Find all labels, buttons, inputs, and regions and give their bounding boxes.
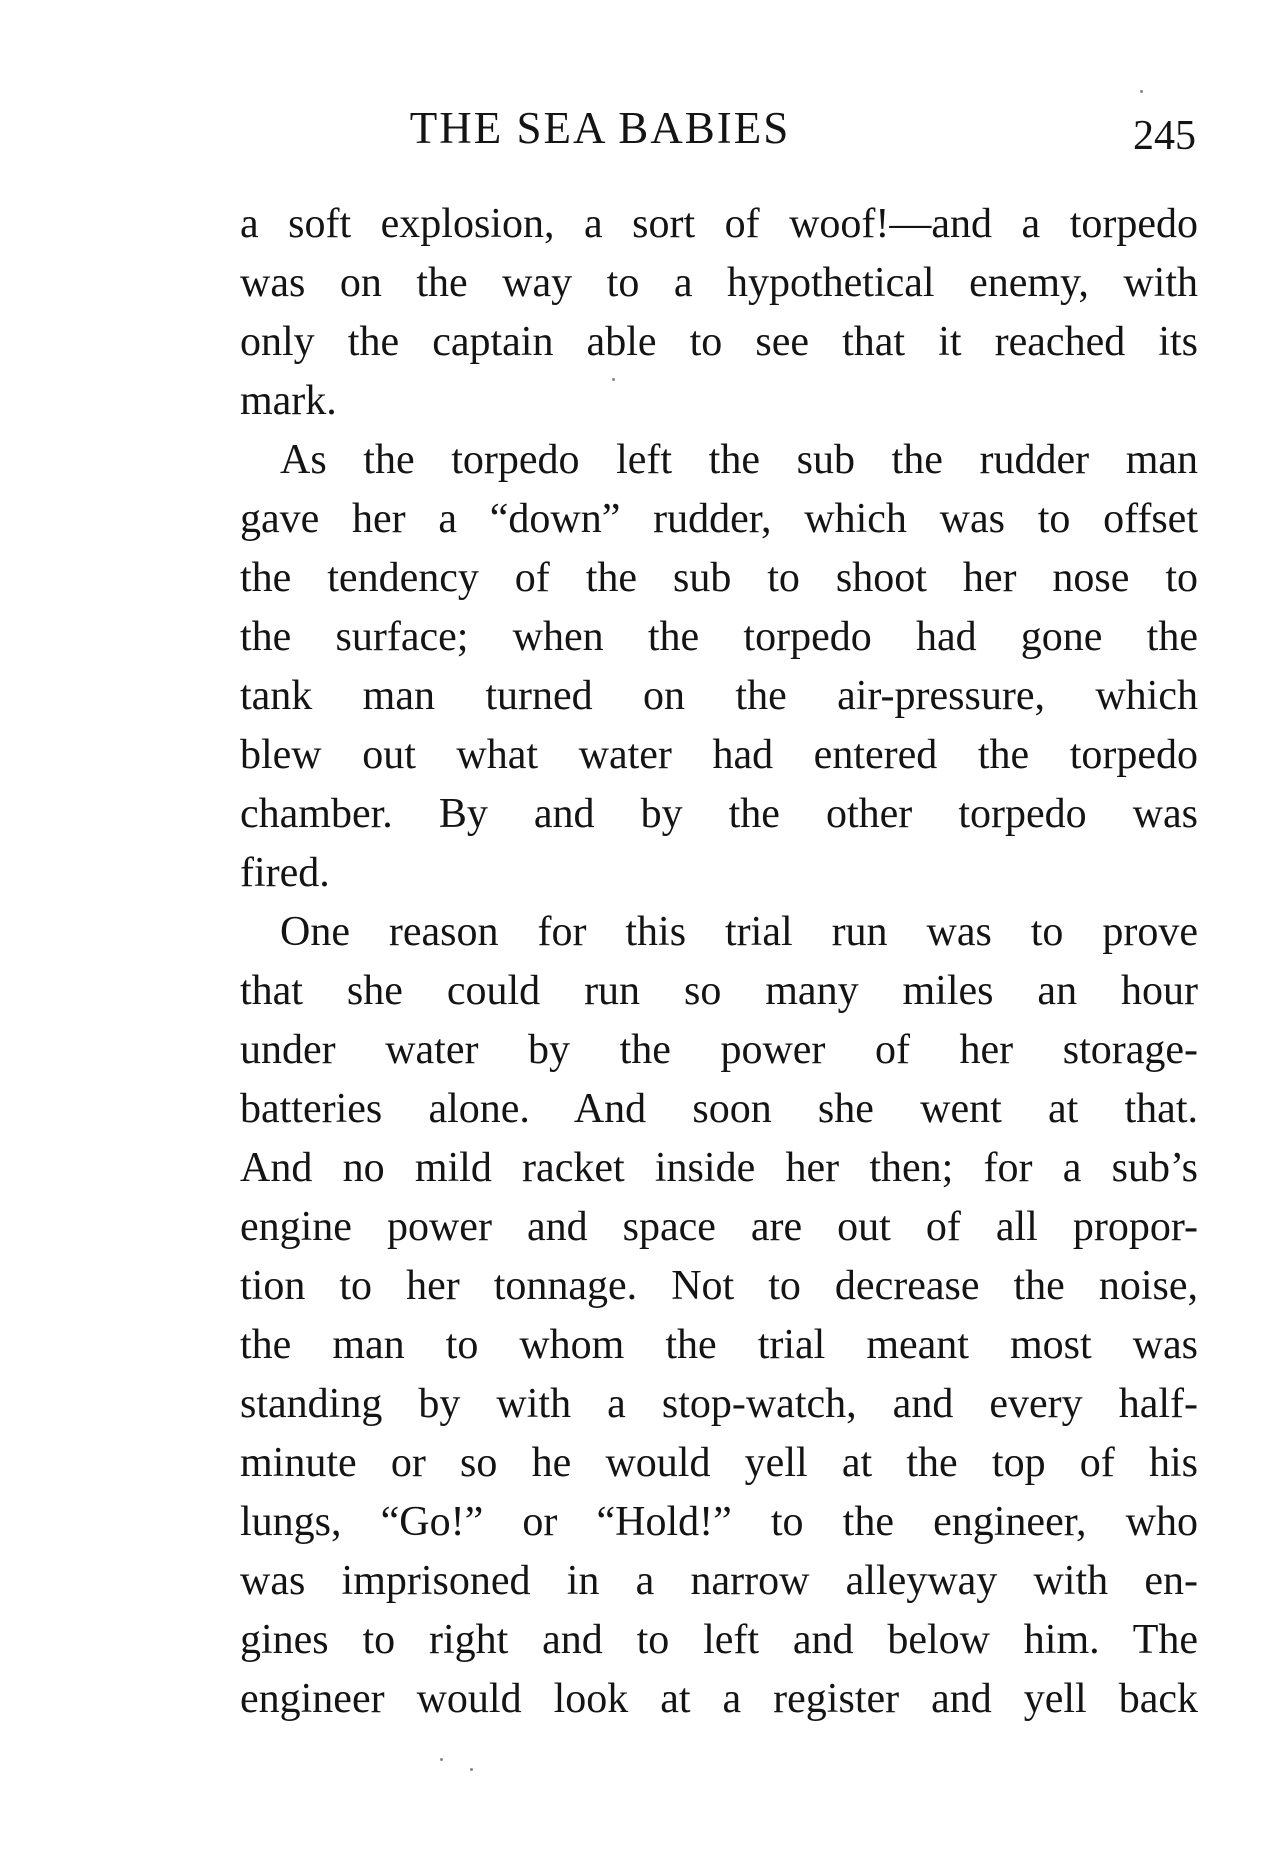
scan-speck (440, 1758, 443, 1761)
text-line: minute or so he would yell at the top of his (240, 1440, 1198, 1486)
text-line: under water by the power of her storage- (240, 1027, 1198, 1073)
text-line: tion to her tonnage. Not to decrease the noise, (240, 1263, 1198, 1309)
scan-speck (1140, 90, 1143, 93)
text-line: gave her a “down” rudder, which was to offset (240, 496, 1198, 542)
text-line: fired. (240, 850, 330, 896)
text-line: engine power and space are out of all propor- (240, 1204, 1198, 1250)
text-line: that she could run so many miles an hour (240, 968, 1198, 1014)
text-line: batteries alone. And soon she went at that. (240, 1086, 1198, 1132)
text-line: And no mild racket inside her then; for a sub’s (240, 1145, 1198, 1191)
text-line: One reason for this trial run was to prove (280, 909, 1198, 955)
running-title: THE SEA BABIES (409, 103, 791, 153)
scan-speck (612, 378, 615, 381)
text-line: the tendency of the sub to shoot her nose to (240, 555, 1198, 601)
text-line: was imprisoned in a narrow alleyway with en- (240, 1558, 1198, 1604)
text-line: standing by with a stop-watch, and every half- (240, 1381, 1198, 1427)
text-line: tank man turned on the air-pressure, which (240, 673, 1198, 719)
text-line: blew out what water had entered the torpedo (240, 732, 1198, 778)
text-line: a soft explosion, a sort of woof!—and a torpedo (240, 201, 1198, 247)
running-head (240, 98, 1198, 158)
page-number: 245 (1133, 113, 1196, 159)
text-line: only the captain able to see that it reached its (240, 319, 1198, 365)
text-line: As the torpedo left the sub the rudder man (280, 437, 1198, 483)
text-line: the surface; when the torpedo had gone the (240, 614, 1198, 660)
text-line: engineer would look at a register and yell back (240, 1676, 1198, 1722)
text-line: mark. (240, 378, 337, 424)
text-line: gines to right and to left and below him. The (240, 1617, 1198, 1663)
text-line: chamber. By and by the other torpedo was (240, 791, 1198, 837)
body-text (240, 195, 1198, 1729)
text-line: was on the way to a hypothetical enemy, with (240, 260, 1198, 306)
scan-speck (470, 1768, 473, 1771)
text-line: lungs, “Go!” or “Hold!” to the engineer, who (240, 1499, 1198, 1545)
text-line: the man to whom the trial meant most was (240, 1322, 1198, 1368)
